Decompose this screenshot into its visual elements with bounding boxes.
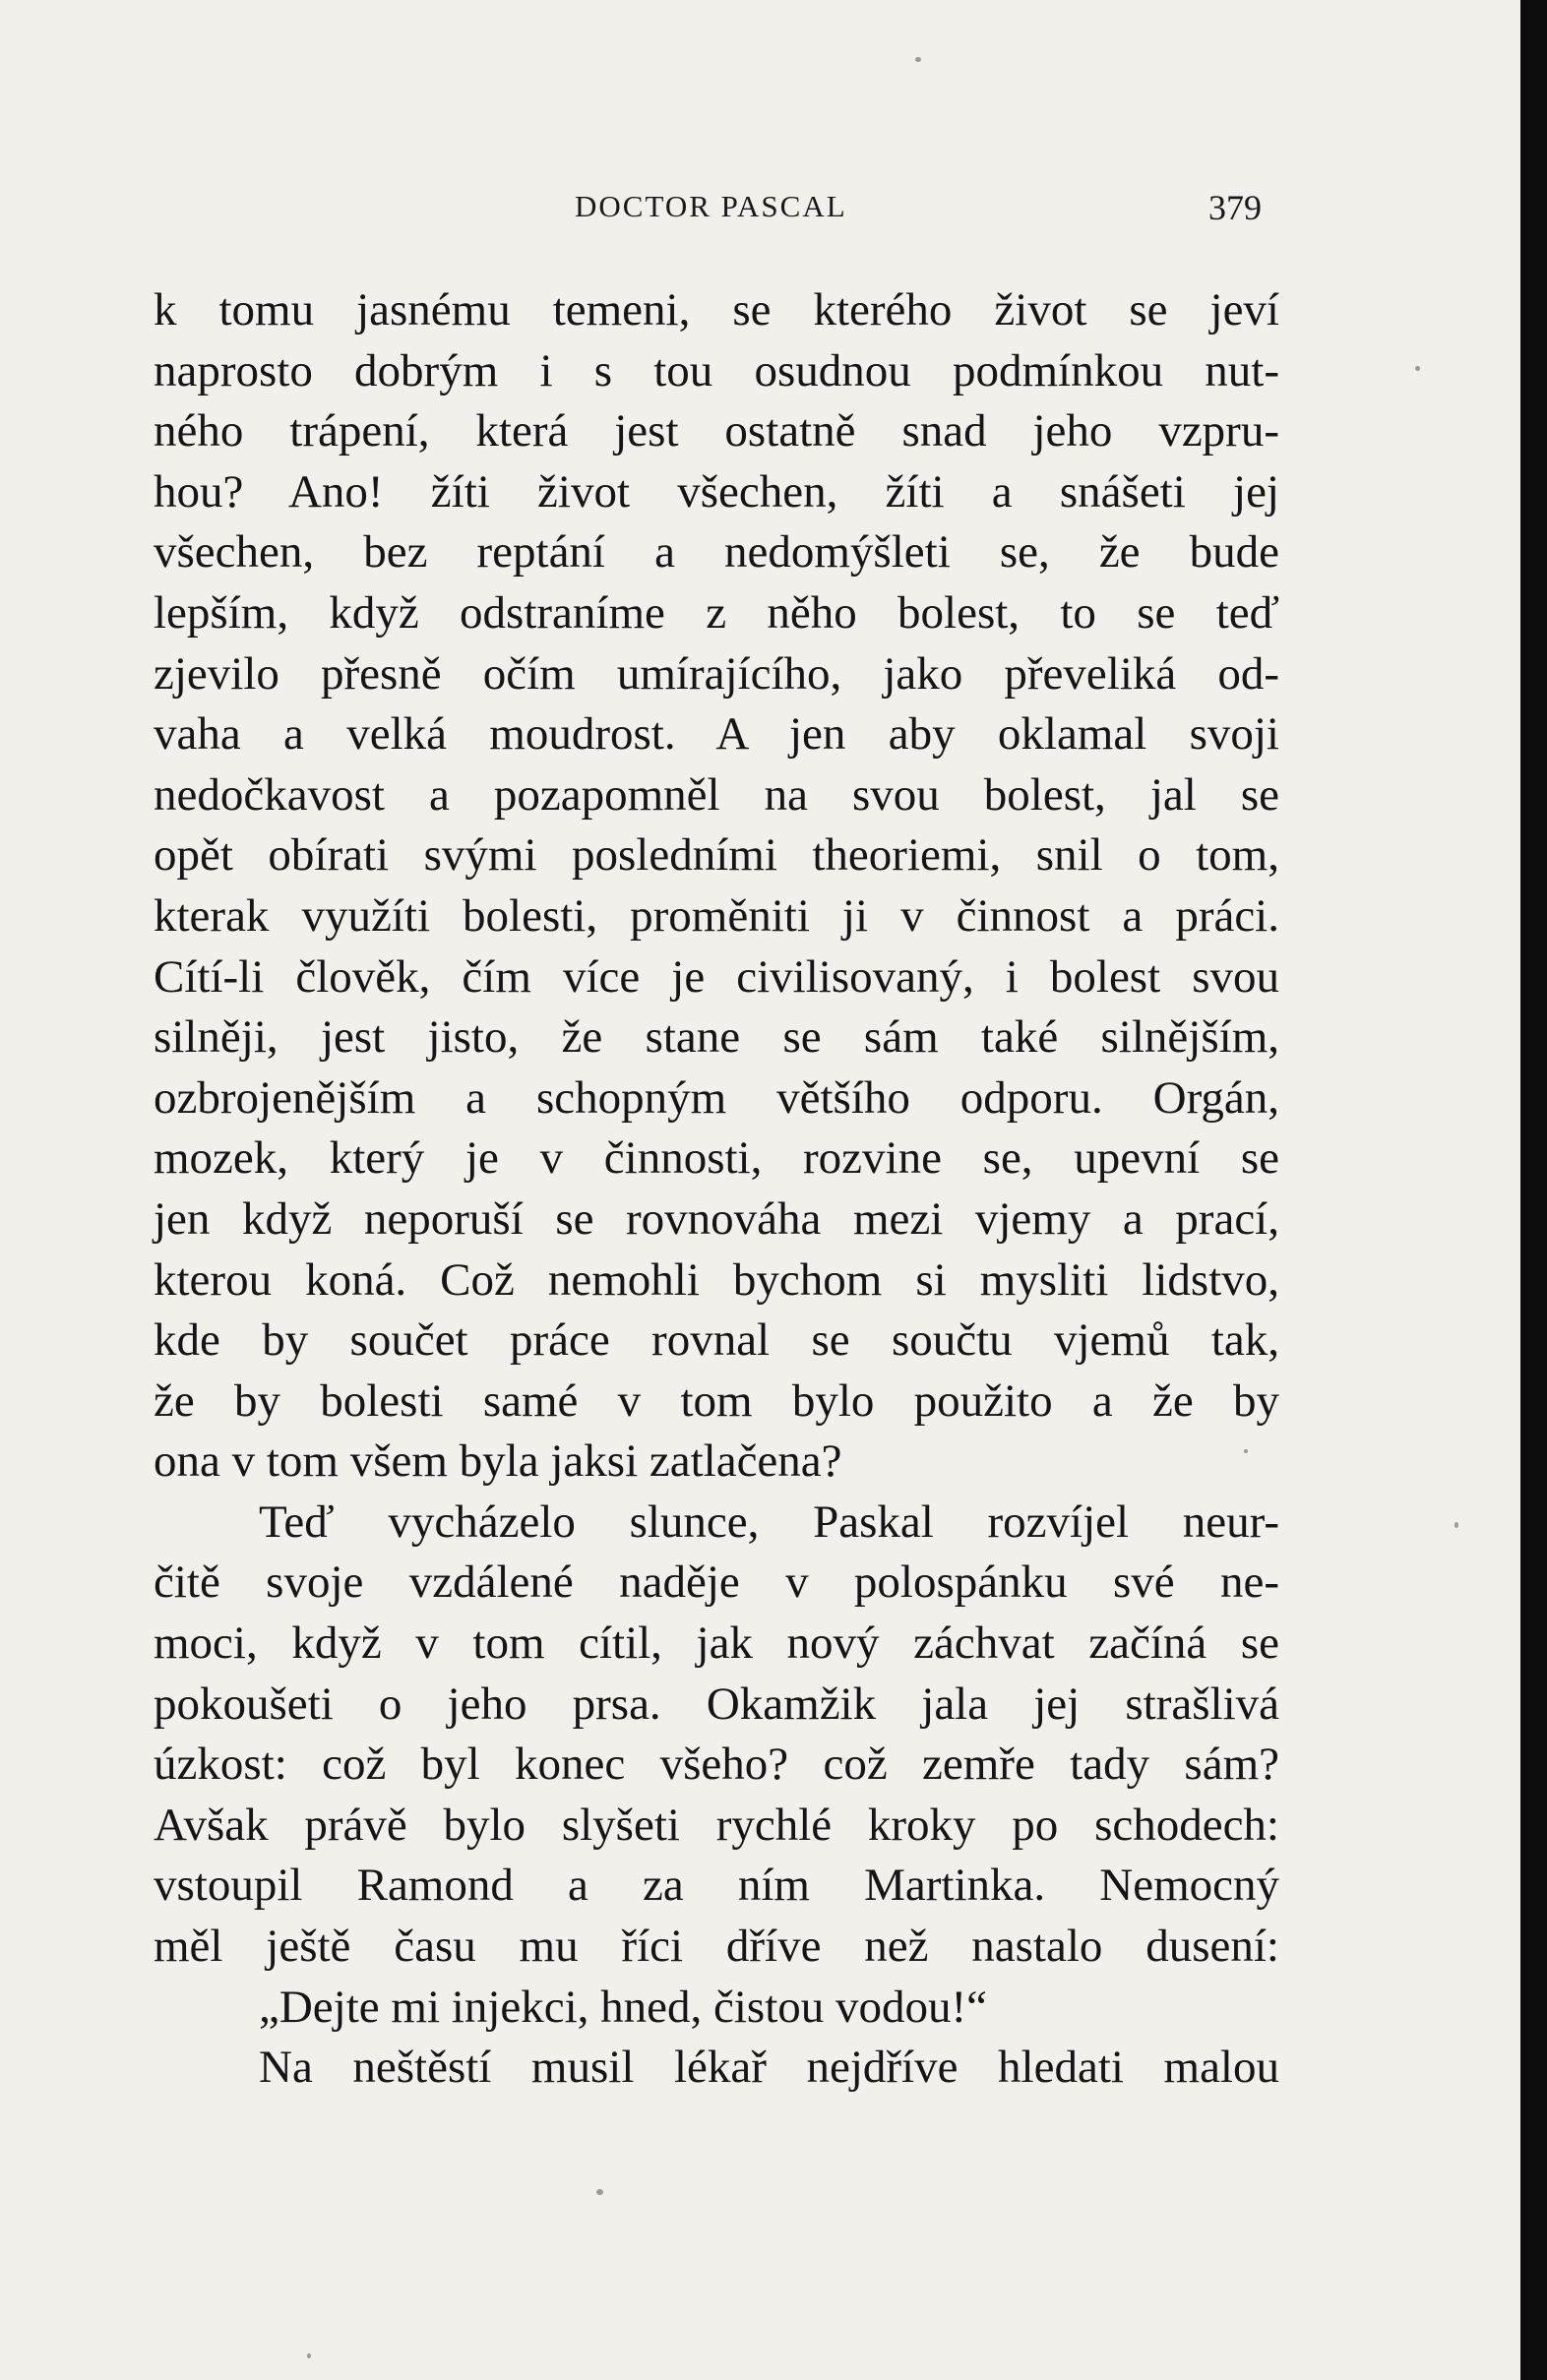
text-line: Cítí-li člověk, čím více je civilisovaný, i bolest svou bbox=[154, 950, 1279, 1003]
paper-speck bbox=[1415, 366, 1420, 371]
text-line: všechen, bez reptání a nedomýšleti se, že bude bbox=[154, 526, 1279, 579]
text-line: měl ještě času mu říci dříve než nastalo dusení: bbox=[154, 1921, 1279, 1973]
text-line: kterak využíti bolesti, proměniti ji v činnost a práci. bbox=[154, 889, 1279, 942]
scan-edge bbox=[1520, 0, 1547, 2380]
text-line: ného trápení, která jest ostatně snad jeho vzpru- bbox=[154, 405, 1279, 458]
text-line: lepším, když odstraníme z něho bolest, to se teď bbox=[154, 586, 1279, 639]
text-line: pokoušeti o jeho prsa. Okamžik jala jej strašlivá bbox=[154, 1678, 1279, 1730]
text-line: vstoupil Ramond a za ním Martinka. Nemocný bbox=[154, 1860, 1279, 1912]
text-line: opět obírati svými posledními theoriemi, snil o tom, bbox=[154, 829, 1279, 882]
body-text bbox=[154, 280, 1279, 2099]
paper-speck bbox=[596, 2189, 603, 2195]
text-line: naprosto dobrým i s tou osudnou podmínkou nut- bbox=[154, 344, 1279, 397]
text-line: silněji, jest jisto, že stane se sám také silnějším, bbox=[154, 1011, 1279, 1064]
running-title: DOCTOR PASCAL bbox=[575, 189, 847, 223]
text-line: Na neštěstí musil lékař nejdříve hledati malou bbox=[259, 2042, 1279, 2094]
text-line: nedočkavost a pozapomněl na svou bolest, jal se bbox=[154, 768, 1279, 821]
text-line: vaha a velká moudrost. A jen aby oklamal svoji bbox=[154, 708, 1279, 761]
text-line: úzkost: což byl konec všeho? což zemře tady sám? bbox=[154, 1739, 1279, 1791]
text-line: hou? Ano! žíti život všechen, žíti a snášeti jej bbox=[154, 465, 1279, 518]
page-number: 379 bbox=[1208, 188, 1262, 227]
paper-speck bbox=[307, 2353, 311, 2358]
paper-speck bbox=[1454, 1522, 1458, 1528]
text-line: Avšak právě bylo slyšeti rychlé kroky po schodech: bbox=[154, 1799, 1279, 1851]
page-header bbox=[0, 189, 1520, 238]
paper-speck bbox=[1244, 1449, 1248, 1453]
paper-speck bbox=[915, 57, 921, 62]
text-line: zjevilo přesně očím umírajícího, jako převeliká od- bbox=[154, 647, 1279, 700]
text-line: kterou koná. Což nemohli bychom si mysliti lidstvo, bbox=[154, 1253, 1279, 1306]
text-line: že by bolesti samé v tom bylo použito a že by bbox=[154, 1374, 1279, 1427]
text-line: mozek, který je v činnosti, rozvine se, upevní se bbox=[154, 1132, 1279, 1185]
text-line: „Dejte mi injekci, hned, čistou vodou!“ bbox=[259, 1981, 988, 2033]
text-line: moci, když v tom cítil, jak nový záchvat začíná se bbox=[154, 1617, 1279, 1670]
text-line: ozbrojenějším a schopným většího odporu. Orgán, bbox=[154, 1071, 1279, 1124]
text-line: jen když neporuší se rovnováha mezi vjemy a prací, bbox=[154, 1192, 1279, 1245]
text-line: k tomu jasnému temeni, se kterého život se jeví bbox=[154, 284, 1279, 336]
text-line: Teď vycházelo slunce, Paskal rozvíjel neur- bbox=[259, 1495, 1279, 1548]
text-line: čitě svoje vzdálené naděje v polospánku své ne- bbox=[154, 1556, 1279, 1609]
text-line: ona v tom všem byla jaksi zatlačena? bbox=[154, 1435, 842, 1488]
text-line: kde by součet práce rovnal se součtu vjemů tak, bbox=[154, 1314, 1279, 1367]
